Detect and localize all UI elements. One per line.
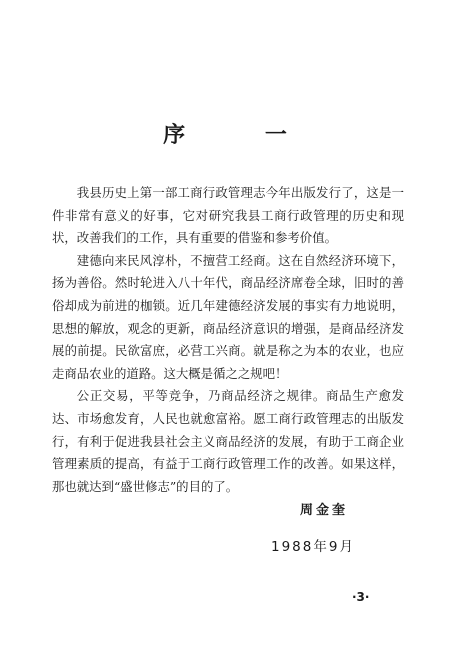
paragraph-1: 我县历史上第一部工商行政管理志今年出版发行了，这是一件非常有意义的好事，它对研究我县工商行政管理的历史和现状，改善我们的工作，具有重要的借鉴和参考价值。 <box>52 185 404 246</box>
author-signature: 周金奎 <box>300 503 349 518</box>
paragraph-3: 公正交易，平等竞争，乃商品经济之规律。商品生产愈发达、市场愈发育，人民也就愈富裕。愿工商行政管理志的出版发行，有利于促进我县社会主义商品经济的发展，有助于工商企业管理素质的提高，有益于工商行政管理工作的改善。如果这样，那也就达到“盛世修志”的目的了。 <box>52 388 404 494</box>
page-title: 序 一 <box>163 123 323 148</box>
preface-body <box>52 182 404 498</box>
paragraph-2: 建德向来民风淳朴，不擅营工经商。这在自然经济环境下，扬为善俗。然时轮进入八十年代，商品经济席卷全球，旧时的善俗却成为前进的枷锁。近几年建德经济发展的事实有力地说明，思想的解放，观念的更新，商品经济意识的增强，是商品经济发展的前提。民欲富庶，必营工兴商。就是称之为本的农业，也应走商品农业的道路。这大概是循之之规吧！ <box>52 252 404 381</box>
page-number: ·3· <box>352 590 370 604</box>
date-line: 1988年9月 <box>271 539 355 555</box>
